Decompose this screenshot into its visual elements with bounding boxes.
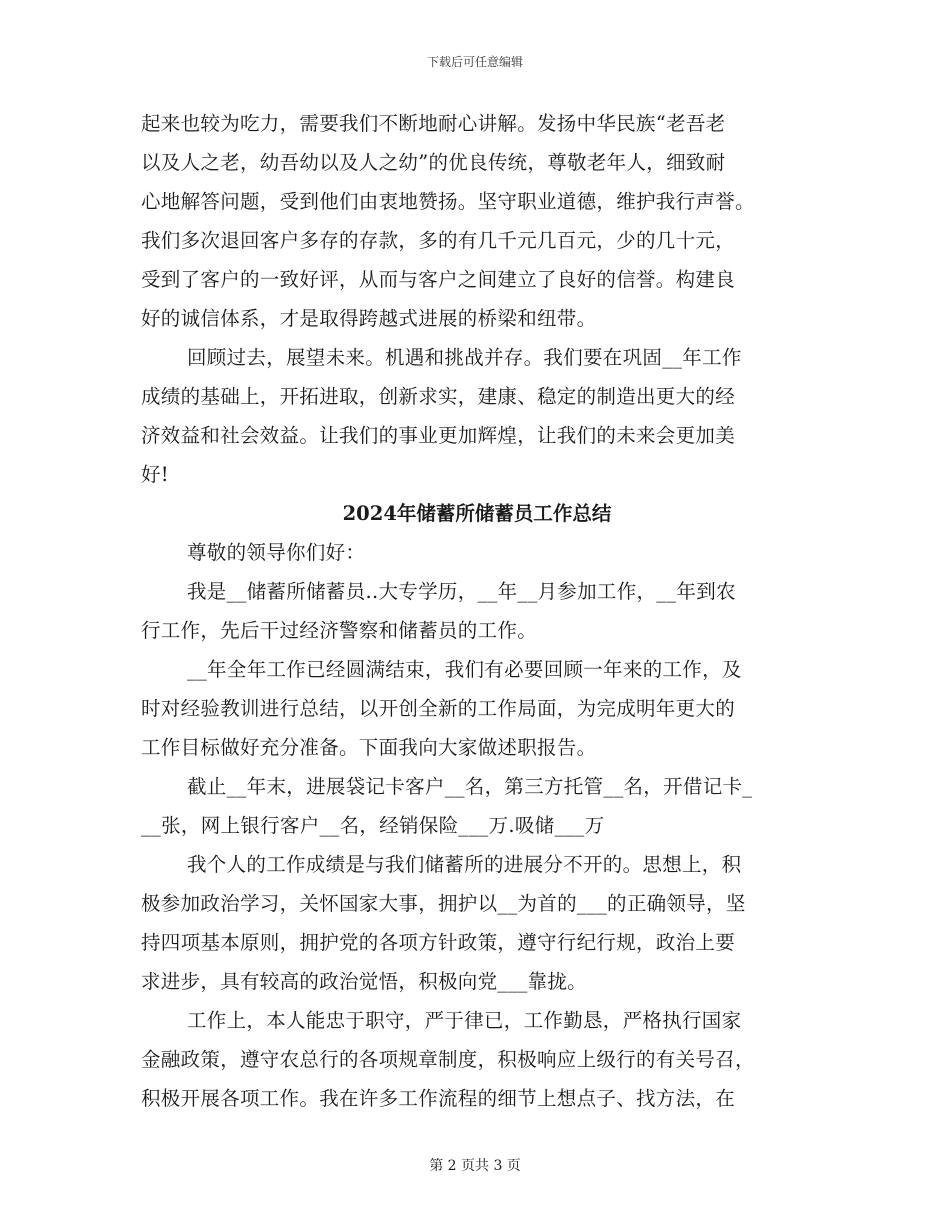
section-title: 2024年储蓄所储蓄员工作总结 xyxy=(342,502,612,525)
text-line: 求进步，具有较高的政治觉悟，积极向党___靠拢。 xyxy=(141,970,587,993)
text-line: 时对经验教训进行总结，以开创全新的工作局面，为完成明年更大的 xyxy=(141,697,736,720)
paragraph-start: 截止__年末，进展袋记卡客户__名，第三方托管__名，开借记卡_ xyxy=(187,775,753,798)
text-line: 以及人之老，幼吾幼以及人之幼”的优良传统，尊敬老年人，细致耐 xyxy=(141,151,726,174)
text-line: 工作目标做好充分准备。下面我向大家做述职报告。 xyxy=(141,736,597,759)
text-line: 起来也较为吃力，需要我们不断地耐心讲解。发扬中华民族“老吾老 xyxy=(141,112,726,135)
paragraph-start: 工作上，本人能忠于职守，严于律已，工作勤恳，严格执行国家 xyxy=(187,1009,742,1032)
greeting: 尊敬的领导你们好： xyxy=(187,541,366,564)
text-line: 济效益和社会效益。让我们的事业更加辉煌，让我们的未来会更加美 xyxy=(141,424,736,447)
text-line: 成绩的基础上，开拓进取，创新求实，建康、稳定的制造出更大的经 xyxy=(141,385,736,408)
text-line: 我们多次退回客户多存的存款，多的有几千元几百元，少的几十元， xyxy=(141,229,736,252)
page-header: 下载后可任意编辑 xyxy=(426,55,523,69)
text-line: 金融政策，遵守农总行的各项规章制度，积极响应上级行的有关号召， xyxy=(141,1048,755,1071)
text-line: 心地解答问题，受到他们由衷地赞扬。坚守职业道德，维护我行声誉。 xyxy=(141,190,755,213)
paragraph-start: __年全年工作已经圆满结束，我们有必要回顾一年来的工作，及 xyxy=(187,658,742,681)
document-body xyxy=(141,104,813,1118)
text-line: 行工作，先后干过经济警察和储蓄员的工作。 xyxy=(141,619,538,642)
text-line: 极参加政治学习，关怀国家大事，拥护以__为首的___的正确领导，坚 xyxy=(141,892,746,915)
text-line: 好的诚信体系，才是取得跨越式进展的桥梁和纽带。 xyxy=(141,307,597,330)
text-line: 持四项基本原则，拥护党的各项方针政策，遵守行纪行规，政治上要 xyxy=(141,931,736,954)
paragraph-start: 我是__储蓄所储蓄员..大专学历，__年__月参加工作，__年到农 xyxy=(187,580,736,603)
page-number-footer: 第 2 页共 3 页 xyxy=(429,1158,521,1174)
paragraph-start: 回顾过去，展望未来。机遇和挑战并存。我们要在巩固__年工作 xyxy=(187,346,742,369)
text-line: 受到了客户的一致好评，从而与客户之间建立了良好的信誉。构建良 xyxy=(141,268,736,291)
paragraph-start: 我个人的工作成绩是与我们储蓄所的进展分不开的。思想上，积 xyxy=(187,853,742,876)
text-line: __张，网上银行客户__名，经销保险___万.吸储___万 xyxy=(141,814,605,837)
text-line: 好! xyxy=(141,463,169,486)
text-line: 积极开展各项工作。我在许多工作流程的细节上想点子、找方法，在 xyxy=(141,1087,736,1110)
